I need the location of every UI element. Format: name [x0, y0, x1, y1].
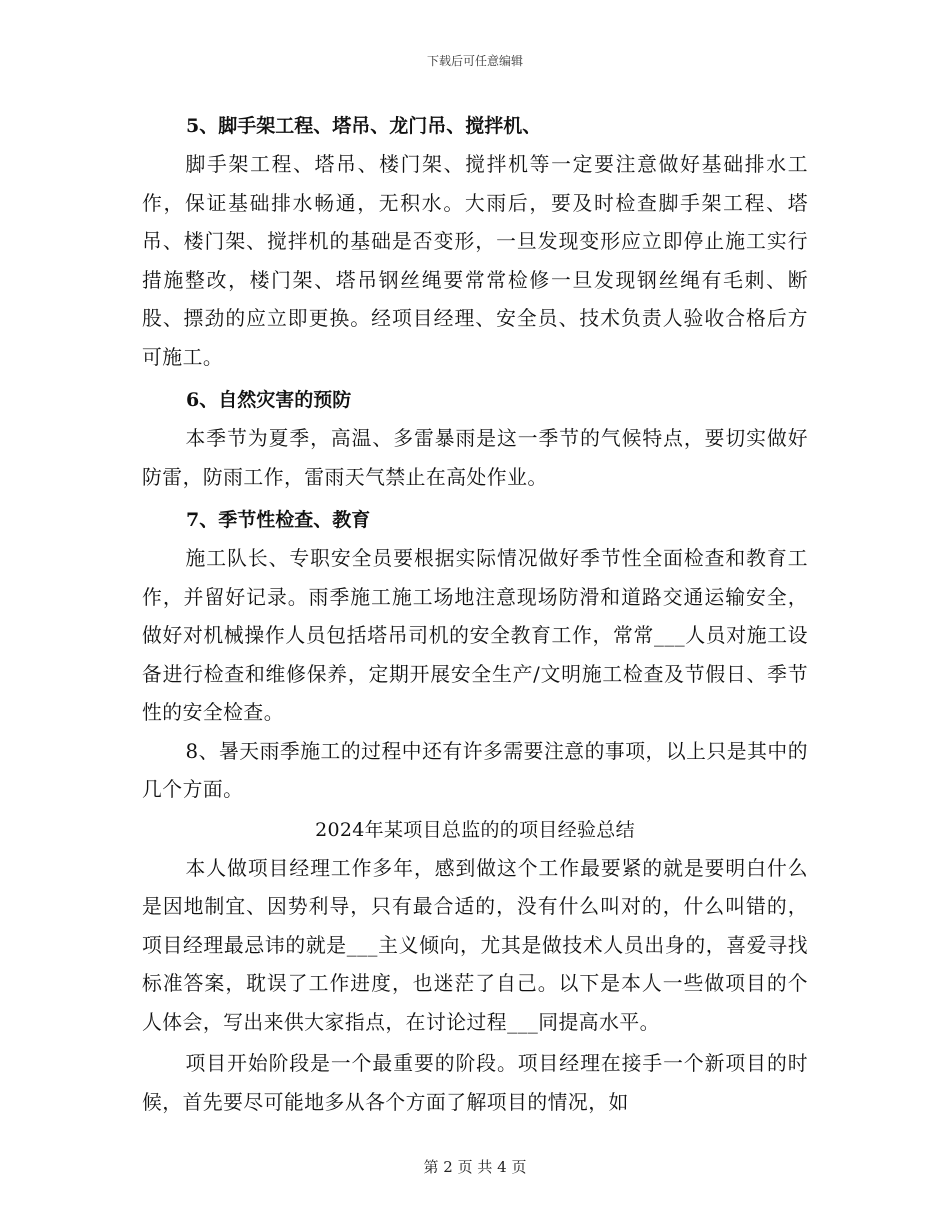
section-5-heading: 5、脚手架工程、塔吊、龙门吊、搅拌机、 — [186, 115, 542, 137]
article-title: 2024年某项目总监的的项目经验总结 — [315, 818, 635, 841]
article-paragraph-2: 项目开始阶段是一个最重要的阶段。项目经理在接手一个新项目的时候，首先要尽可能地多从各个方面了解项目的情况，如 — [142, 1052, 808, 1114]
section-5-paragraph: 脚手架工程、塔吊、楼门架、搅拌机等一定要注意做好基础排水工作，保证基础排水畅通，无积水。大雨后，要及时检查脚手架工程、塔吊、楼门架、搅拌机的基础是否变形，一旦发现变形应立即停止施工实行措施整改，楼门架、塔吊钢丝绳要常常检修一旦发现钢丝绳有毛刺、断股、摽劲的应立即更换。经项目经理、安全员、技术负责人验收合格后方可施工。 — [142, 153, 808, 369]
section-6-paragraph: 本季节为夏季，高温、多雷暴雨是这一季节的气候特点，要切实做好防雷，防雨工作，雷雨天气禁止在高处作业。 — [142, 427, 808, 489]
article-paragraph-1: 本人做项目经理工作多年，感到做这个工作最要紧的就是要明白什么是因地制宜、因势利导，只有最合适的，没有什么叫对的，什么叫错的，项目经理最忌讳的就是___主义倾向，尤其是做技术人员出身的，喜爱寻找标准答案，耽误了工作进度，也迷茫了自己。以下是本人一些做项目的个人体会，写出来供大家指点，在讨论过程___同提高水平。 — [142, 856, 808, 1034]
page-header: 下载后可任意编辑 — [426, 54, 523, 68]
section-6-heading: 6、自然灾害的预防 — [186, 389, 352, 411]
page-footer: 第 2 页 共 4 页 — [423, 1158, 527, 1176]
document-body — [142, 106, 808, 1122]
section-7-heading: 7、季节性检查、教育 — [186, 509, 371, 531]
section-8-paragraph: 8、暑天雨季施工的过程中还有许多需要注意的事项，以上只是其中的几个方面。 — [142, 739, 808, 801]
section-7-paragraph: 施工队长、专职安全员要根据实际情况做好季节性全面检查和教育工作，并留好记录。雨季施工施工场地注意现场防滑和道路交通运输安全，做好对机械操作人员包括塔吊司机的安全教育工作，常常___人员对施工设备进行检查和维修保养，定期开展安全生产/文明施工检查及节假日、季节性的安全检查。 — [142, 547, 808, 724]
